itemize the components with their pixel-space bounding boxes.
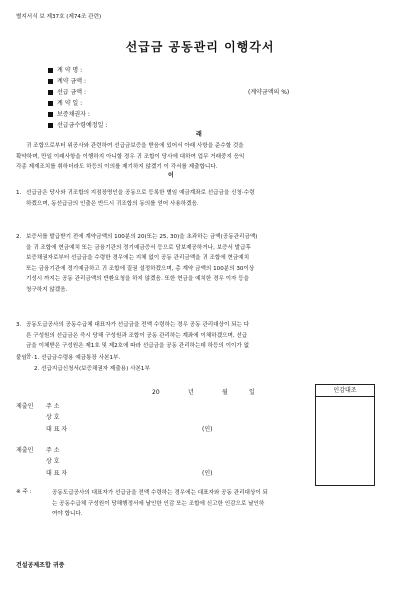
signer-company-label: 상 호	[46, 458, 60, 465]
advance-ratio-note: (계약금액의 %)	[248, 89, 290, 96]
square-bullet-icon	[48, 112, 53, 117]
signer-ceo-label: 대 표 자	[46, 426, 68, 433]
square-bullet-icon	[48, 68, 53, 73]
rae-heading: 래	[196, 131, 202, 138]
date-year-unit: 년	[188, 389, 194, 396]
date-day-unit: 일	[249, 389, 255, 396]
field-contract-amount: 계약 금액 :	[48, 78, 107, 89]
field-advance-amount: 선급 금액 :	[48, 89, 107, 100]
attachment-1: 1. 선급금수령용 예금통장 사본1부.	[34, 355, 121, 361]
signer-company-label: 상 호	[46, 414, 60, 421]
note-mark: ※ 주 :	[16, 489, 32, 495]
date-month-unit: 월	[222, 389, 228, 396]
field-receipt-date: 선급금수령예정일 :	[48, 122, 107, 133]
field-contract-date: 계 약 일 :	[48, 100, 107, 111]
intro-paragraph: 귀 조합으로부터 위공사와 관련하여 선급금보증을 받음에 있어서 아래 사항을 준수할 것을 확약하며, 만일 이래사항을 이행하지 아니할 경우 귀 조합이 당사에 대하여 업무 거래중지 응익 각종 제재조치를 취하더라도 하등의 이의를 제기하지 않겠기 이 각서를 제출합니다.	[16, 143, 245, 171]
attachment-2: 2. 선급지급신청서(보증채권자 제출용) 사본1부	[34, 366, 150, 372]
field-guarantee-creditor: 보증채권자 :	[48, 111, 107, 122]
ri-heading: 이	[168, 172, 174, 179]
form-reference: 별지서식 보 제37호 (제74조 관련)	[16, 14, 102, 20]
signer-seal-mark: (인)	[202, 426, 213, 433]
square-bullet-icon	[48, 101, 53, 106]
signer-role: 제출인	[16, 403, 34, 410]
field-contract-name: 계 약 명 :	[48, 67, 107, 78]
contract-fields	[48, 67, 107, 133]
seal-comparison-label: 인감대조	[316, 385, 374, 397]
clause-3: 3. 공동도급공사의 공동수급체 대표자가 선급금을 전액 수령하는 경우 공동 관리대상이 되는 다 른 구성원의 선급금은 즉시 당해 구성원과 조합이 공동 관리하는 계좌에 이체하겠으며, 선급 금을 이체받은 구성원은 제1호 및 제2호에 따라 선급금을 공동 관리하는데 하등의 이이가 없 음.	[16, 322, 250, 360]
signer-role: 제출인	[16, 447, 34, 454]
signer-address-label: 주 소	[46, 447, 60, 454]
clause-2: 2. 보증서를 발급받기 전에 계약금액의 100분의 20(또는 25, 30)을 초과하는 금액(공동관리금액) 을 귀 조합에 현금예치 또는 금융기관의 정기예금증서 등으로 담보제공하거나, 보증서 발급후 보증채권자로부터 선급금을 수령한 경우에는 지체 없이 공동 관리금액을 귀 조합에 현금예치 또는 금융기관에 정기예금하고 귀 조합에 질권 설정하겠으며, 총 계약 금액의 100분의 30이상 기성시 까지는 공동 관리금액의 반환요청을 하지 않겠음. 또한 현금을 예치한 경우 이자 등을 청구하지 않겠음.	[16, 234, 258, 293]
clause-1: 1. 선급금은 당사와 귀조합의 지점장명인을 공동으로 등록한 별임 예금계좌로 선급금을 신청·수령 하겠으며, 동선급금의 인출은 반드시 귀조합의 동의를 얻어 사용하겠음.	[16, 190, 255, 207]
seal-comparison-box	[315, 384, 375, 486]
signer-ceo-label: 대 표 자	[46, 470, 68, 477]
square-bullet-icon	[48, 90, 53, 95]
attachments-label: 붙임	[16, 355, 27, 361]
recipient-footer: 건설공제조합 귀중	[16, 562, 65, 569]
signer-seal-mark: (인)	[202, 470, 213, 477]
signer-address-label: 주 소	[46, 403, 60, 410]
document-title: 선급금 공동관리 이행각서	[125, 40, 275, 54]
note-body: 공동도급공사의 대표자가 선급금을 전액 수령하는 경우에는 대표자와 공동 관리대상이 되 는 공동수급체 구성원이 당해행정서에 날인한 인감 또는 조합에 신고한 인감으로 날인하 여야 합니다.	[52, 490, 268, 518]
square-bullet-icon	[48, 79, 53, 84]
date-year-prefix: 20	[152, 389, 160, 396]
square-bullet-icon	[48, 123, 53, 128]
